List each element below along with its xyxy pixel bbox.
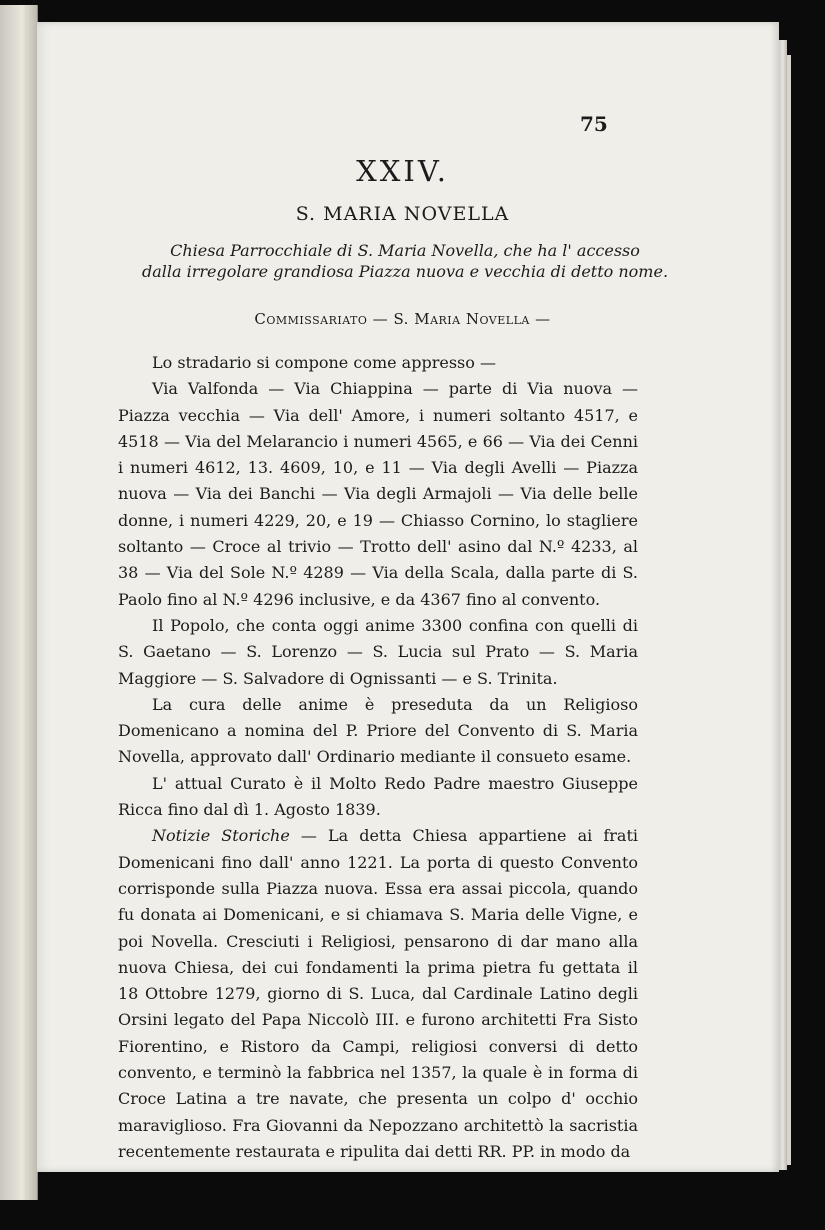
subtitle-line-1: Chiesa Parrocchiale di S. Maria Novella, che ha l' accesso [170,241,640,260]
paragraph-popolo: Il Popolo, che conta oggi anime 3300 confina con quelli di S. Gaetano — S. Lorenzo — S. Lucia sul Prato — S. Maria Maggiore — S. Salvadore di Ognissanti — e S. Trinita. [118,615,638,688]
facing-page-fold [25,5,28,1200]
paragraph-stradario: Lo stradario si compone come appresso — [152,353,496,372]
page-stack-edge-outer [787,55,791,1165]
section-heading: Commissariato — S. Maria Novella — [254,310,551,328]
notizie-text: — La detta Chiesa appartiene ai frati Domenicani fino dall' anno 1221. La porta di questo Convento corrisponde sulla Piazza nuova. Essa era assai piccola, quando fu donata ai Domenicani, e si chiamava S. Maria delle Vigne, e poi Novella. Cresciuti i Religiosi, pensarono di dar mano alla nuova Chiesa, dei cui fondamenti la prima pietra fu gettata il 18 Ottobre 1279, giorno di S. Luca, dal Cardinale Latino degli Orsini legato del Papa Niccolò III. e furono architetti Fra Sisto Fiorentino, e Ristoro da Campi, religiosi conversi di detto convento, e terminò la fabbrica nel 1357, la quale è in forma di Croce Latina a tre navate, che presenta un colpo d' occhio maraviglioso. Fra Giovanni da Nepozzano architettò la sacristia recentemente restaurata e ripulita dai detti RR. PP. in modo da [118,826,638,1161]
chapter-number: XXIV. [356,154,449,188]
page-number: 75 [580,112,608,136]
body-text [118,350,638,1165]
chapter-subtitle [95,240,715,282]
paragraph-streets: Via Valfonda — Via Chiappina — parte di Via nuova — Piazza vecchia — Via dell' Amore, i numeri soltanto 4517, e 4518 — Via del Melarancio i numeri 4565, e 66 — Via dei Cenni i numeri 4612, 13. 4609, 10, e 11 — Via degli Avelli — Piazza nuova — Via dei Banchi — Via degli Armajoli — Via delle belle donne, i numeri 4229, 20, e 19 — Chiasso Cornino, lo stagliere soltanto — Croce al trivio — Trotto dell' asino dal N.º 4233, al 38 — Via del Sole N.º 4289 — Via della Scala, dalla parte di S. Paolo fino al N.º 4296 inclusive, e da 4367 fino al convento. [118,379,638,609]
subtitle-line-2: dalla irregolare grandiosa Piazza nuova e vecchia di detto nome. [141,262,669,281]
page-content [40,0,782,1161]
paragraph-cura: La cura delle anime è preseduta da un Religioso Domenicano a nomina del P. Priore del Convento di S. Maria Novella, approvato dall' Ordinario mediante il consueto esame. [118,694,638,767]
chapter-title: S. MARIA NOVELLA [295,203,510,225]
paragraph-curato: L' attual Curato è il Molto Redo Padre maestro Giuseppe Ricca fino dal dì 1. Agosto 1839. [118,773,638,820]
paragraph-notizie [118,823,638,1165]
notizie-label: Notizie Storiche [152,826,290,846]
facing-page-edge [0,5,38,1200]
